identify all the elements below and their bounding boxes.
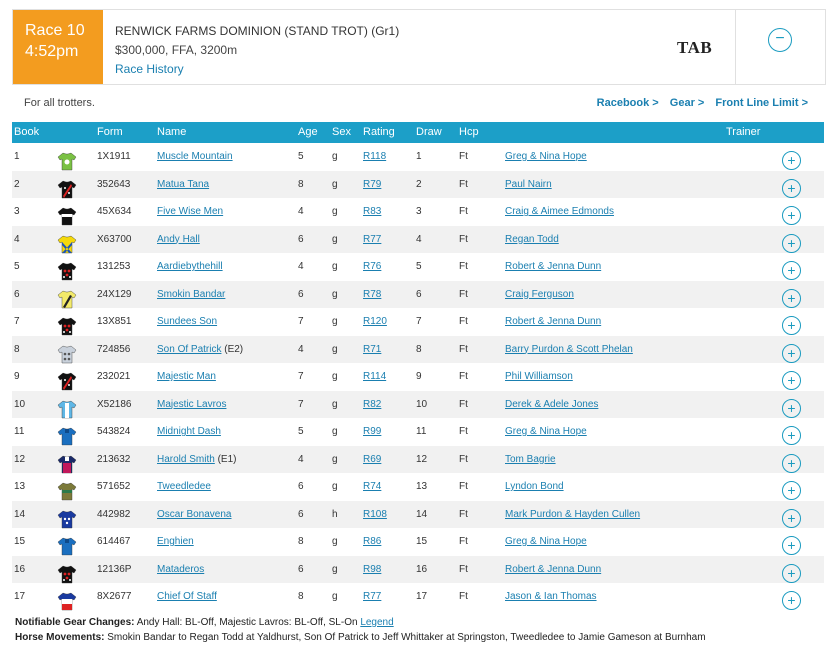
runner-emergency: (E1) [217, 453, 237, 465]
add-runner-button[interactable]: + [782, 371, 801, 390]
add-runner-button[interactable]: + [782, 454, 801, 473]
table-body [12, 143, 824, 611]
runner-name-cell [157, 399, 226, 410]
runner-sex: g [332, 371, 338, 382]
runner-draw: 4 [416, 233, 422, 245]
table-row [12, 363, 824, 391]
jockey-silks-icon [57, 371, 77, 391]
runner-age: 7 [298, 316, 304, 327]
runner-book: 12 [14, 453, 26, 465]
runner-hcp: Ft [459, 481, 468, 492]
runner-form: 571652 [97, 481, 131, 492]
runner-sex: g [332, 398, 338, 410]
runner-age: 4 [298, 261, 304, 272]
table-row [12, 418, 824, 446]
runner-trainer-link[interactable]: Regan Todd [505, 233, 559, 245]
runner-rating-link[interactable]: R114 [363, 371, 387, 382]
runner-age: 6 [298, 481, 304, 492]
runner-rating-link[interactable]: R118 [363, 151, 387, 162]
runner-age: 7 [298, 371, 304, 382]
add-runner-button[interactable]: + [782, 344, 801, 363]
runner-name-cell [157, 536, 194, 547]
race-title: RENWICK FARMS DOMINION (STAND TROT) (Gr1) [115, 24, 400, 38]
runner-name-link[interactable]: Oscar Bonavena [157, 508, 232, 520]
table-row [12, 501, 824, 529]
jockey-silks-icon [57, 261, 77, 281]
runner-rating-link[interactable]: R77 [363, 591, 382, 602]
runner-hcp: Ft [459, 508, 468, 520]
table-row [12, 473, 824, 501]
runner-book: 16 [14, 563, 26, 575]
col-book: Book [14, 126, 40, 138]
runner-name-link[interactable]: Son Of Patrick [157, 343, 222, 355]
runner-draw: 9 [416, 371, 422, 382]
runner-hcp: Ft [459, 261, 468, 272]
col-name: Name [157, 126, 187, 138]
runner-trainer-link[interactable]: Mark Purdon & Hayden Cullen [505, 508, 641, 520]
runner-name-link[interactable]: Chief Of Staff [157, 591, 217, 602]
runner-sex: g [332, 178, 338, 190]
table-row [12, 171, 824, 199]
runner-age: 6 [298, 508, 304, 520]
runner-trainer-link[interactable]: Tom Bagrie [505, 453, 556, 465]
runner-rating-link[interactable]: R77 [363, 233, 382, 245]
runner-hcp: Ft [459, 398, 468, 410]
runner-age: 6 [298, 563, 304, 575]
runner-form: 13X851 [97, 316, 132, 327]
runner-sex: g [332, 481, 338, 492]
runner-sex: g [332, 591, 338, 602]
collapse-button[interactable]: − [768, 28, 792, 52]
add-runner-button[interactable]: + [782, 426, 801, 445]
runner-rating-link[interactable]: R71 [363, 343, 382, 355]
runner-trainer-link[interactable]: Derek & Adele Jones [505, 398, 599, 410]
runner-age: 7 [298, 398, 304, 410]
runner-sex: g [332, 563, 338, 575]
runner-hcp: Ft [459, 426, 468, 437]
runner-book: 10 [14, 398, 26, 410]
runner-name-cell [157, 206, 223, 217]
col-draw: Draw [416, 126, 442, 138]
runner-book: 5 [14, 261, 20, 272]
collapse-area [735, 10, 826, 84]
runner-rating-link[interactable]: R86 [363, 536, 382, 547]
runner-form: 232021 [97, 371, 131, 382]
runner-age: 6 [298, 233, 304, 245]
gear-link[interactable]: Gear > [669, 97, 705, 109]
runner-age: 4 [298, 206, 304, 217]
runner-rating-link[interactable]: R74 [363, 481, 382, 492]
runner-hcp: Ft [459, 233, 468, 245]
runner-rating-link[interactable]: R69 [363, 453, 382, 465]
table-row [12, 446, 824, 474]
runner-trainer-link[interactable]: Robert & Jenna Dunn [505, 563, 602, 575]
col-form: Form [97, 126, 123, 138]
runner-name-cell [157, 234, 200, 245]
runner-draw: 10 [416, 398, 428, 410]
race-footer [15, 615, 706, 645]
table-row [12, 336, 824, 364]
add-runner-button[interactable]: + [782, 289, 801, 308]
runner-hcp: Ft [459, 591, 468, 602]
runner-draw: 17 [416, 591, 428, 602]
race-number: Race 10 [25, 22, 85, 39]
runner-age: 8 [298, 536, 304, 547]
add-runner-button[interactable]: + [782, 179, 801, 198]
runner-hcp: Ft [459, 178, 468, 190]
table-row [12, 281, 824, 309]
runner-name-link[interactable]: Majestic Man [157, 371, 216, 382]
runner-name-cell [157, 591, 217, 602]
runner-draw: 3 [416, 206, 422, 217]
runner-name-cell [157, 316, 217, 327]
runner-trainer-link[interactable]: Craig & Aimee Edmonds [505, 206, 614, 217]
col-hcp: Hcp [459, 126, 479, 138]
table-row [12, 528, 824, 556]
race-note: For all trotters. [24, 97, 95, 109]
add-runner-button[interactable]: + [782, 206, 801, 225]
runner-sex: g [332, 233, 338, 245]
race-subtitle: $300,000, FFA, 3200m [115, 43, 238, 57]
col-rating: Rating [363, 126, 395, 138]
runner-name-cell [157, 179, 209, 190]
gear-changes-label: Notifiable Gear Changes: [15, 617, 135, 628]
add-runner-button[interactable]: + [782, 151, 801, 170]
runner-draw: 1 [416, 151, 422, 162]
jockey-silks-icon [57, 509, 77, 529]
add-runner-button[interactable]: + [782, 591, 801, 610]
runner-hcp: Ft [459, 371, 468, 382]
table-row [12, 253, 824, 281]
runner-form: 12136P [97, 563, 132, 575]
runner-book: 14 [14, 508, 26, 520]
runner-book: 4 [14, 233, 20, 245]
runner-name-cell [157, 261, 223, 272]
col-sex: Sex [332, 126, 351, 138]
runner-name-link[interactable]: Smokin Bandar [157, 288, 226, 300]
runner-form: 1X1911 [97, 151, 131, 162]
runner-form: X63700 [97, 233, 132, 245]
runner-name-link[interactable]: Enghien [157, 536, 194, 547]
col-age: Age [298, 126, 318, 138]
runner-name-link[interactable]: Muscle Mountain [157, 151, 233, 162]
jockey-silks-icon [57, 179, 77, 199]
runner-trainer-link[interactable]: Paul Nairn [505, 178, 552, 190]
runner-rating-link[interactable]: R99 [363, 426, 382, 437]
runner-name-link[interactable]: Tweedledee [157, 481, 211, 492]
add-runner-button[interactable]: + [782, 234, 801, 253]
runner-rating-link[interactable]: R82 [363, 398, 382, 410]
horse-movements-label: Horse Movements: [15, 632, 105, 643]
runner-trainer-link[interactable]: Robert & Jenna Dunn [505, 261, 602, 272]
runner-age: 8 [298, 178, 304, 190]
runner-sex: g [332, 288, 338, 300]
runner-draw: 16 [416, 563, 428, 575]
runner-rating-link[interactable]: R108 [363, 508, 387, 520]
runner-name-cell [157, 151, 233, 162]
runner-hcp: Ft [459, 563, 468, 575]
jockey-silks-icon [57, 289, 77, 309]
runner-book: 9 [14, 371, 20, 382]
runner-hcp: Ft [459, 206, 468, 217]
runner-form: 614467 [97, 536, 131, 547]
runner-rating-link[interactable]: R83 [363, 206, 382, 217]
runner-name-cell [157, 371, 216, 382]
front-line-limit-link[interactable]: Front Line Limit > [715, 97, 808, 109]
runner-draw: 8 [416, 343, 422, 355]
runner-sex: g [332, 316, 338, 327]
jockey-silks-icon [57, 206, 77, 226]
runner-book: 7 [14, 316, 20, 327]
runner-hcp: Ft [459, 288, 468, 300]
gear-changes-text: Andy Hall: BL-Off, Majestic Lavros: BL-Off, SL-On [136, 617, 358, 628]
runner-rating-link[interactable]: R78 [363, 288, 382, 300]
jockey-silks-icon [57, 454, 77, 474]
runner-trainer-link[interactable]: Greg & Nina Hope [505, 426, 587, 437]
race-subbar [12, 89, 824, 117]
runner-trainer-link[interactable]: Greg & Nina Hope [505, 151, 587, 162]
runner-sex: g [332, 343, 338, 355]
runner-sex: g [332, 261, 338, 272]
runner-draw: 5 [416, 261, 422, 272]
add-runner-button[interactable]: + [782, 261, 801, 280]
runner-book: 6 [14, 288, 20, 300]
jockey-silks-icon [57, 591, 77, 611]
runner-name-cell [157, 481, 211, 492]
runner-form: 24X129 [97, 288, 132, 300]
add-runner-button[interactable]: + [782, 399, 801, 418]
runner-form: X52186 [97, 398, 132, 410]
jockey-silks-icon [57, 564, 77, 584]
runner-name-cell [157, 344, 243, 355]
add-runner-button[interactable]: + [782, 509, 801, 528]
runner-trainer-link[interactable]: Jason & Ian Thomas [505, 591, 597, 602]
runner-name-cell [157, 426, 221, 437]
runner-name-cell [157, 454, 237, 465]
jockey-silks-icon [57, 481, 77, 501]
runner-age: 4 [298, 343, 304, 355]
table-row [12, 198, 824, 226]
jockey-silks-icon [57, 426, 77, 446]
runner-age: 8 [298, 591, 304, 602]
runner-name-link[interactable]: Aardiebythehill [157, 261, 223, 272]
runner-sex: g [332, 426, 338, 437]
table-row [12, 556, 824, 584]
runner-book: 1 [14, 151, 20, 162]
runner-trainer-link[interactable]: Lyndon Bond [505, 481, 564, 492]
race-history-link[interactable]: Race History [115, 62, 184, 76]
runner-sex: g [332, 536, 338, 547]
runner-book: 2 [14, 178, 20, 190]
horse-movements-text: Smokin Bandar to Regan Todd at Yaldhurst, Son Of Patrick to Jeff Whittaker at Springston, Tweedledee to Jamie Gameson at Burnham [107, 632, 706, 643]
runner-name-link[interactable]: Harold Smith [157, 453, 215, 465]
runner-book: 13 [14, 481, 26, 492]
table-header [12, 122, 824, 143]
runner-draw: 6 [416, 288, 422, 300]
race-time: 4:52pm [25, 43, 79, 60]
legend-link[interactable]: Legend [360, 617, 394, 628]
runner-sex: g [332, 151, 338, 162]
runner-sex: h [332, 508, 338, 520]
gear-changes [15, 615, 706, 630]
runner-age: 5 [298, 151, 304, 162]
racebook-link[interactable]: Racebook > [596, 97, 659, 109]
race-badge [13, 10, 103, 84]
runner-form: 213632 [97, 453, 131, 465]
runner-age: 4 [298, 453, 304, 465]
runner-rating-link[interactable]: R76 [363, 261, 382, 272]
runner-rating-link[interactable]: R98 [363, 563, 382, 575]
table-row [12, 143, 824, 171]
table-row [12, 226, 824, 254]
runner-trainer-link[interactable]: Robert & Jenna Dunn [505, 316, 602, 327]
runner-hcp: Ft [459, 453, 468, 465]
jockey-silks-icon [57, 344, 77, 364]
runner-form: 8X2677 [97, 591, 132, 602]
runner-name-link[interactable]: Sundees Son [157, 316, 218, 327]
runner-name-link[interactable]: Matua Tana [157, 178, 210, 190]
jockey-silks-icon [57, 151, 77, 171]
runner-form: 442982 [97, 508, 131, 520]
runner-name-link[interactable]: Andy Hall [157, 233, 200, 245]
runner-draw: 15 [416, 536, 428, 547]
add-runner-button[interactable]: + [782, 536, 801, 555]
runner-name-cell [157, 289, 225, 300]
runner-name-link[interactable]: Mataderos [157, 563, 205, 575]
runner-book: 15 [14, 536, 26, 547]
runner-book: 8 [14, 343, 20, 355]
runner-sex: g [332, 453, 338, 465]
runners-table [12, 122, 824, 611]
runner-name-link[interactable]: Five Wise Men [157, 206, 224, 217]
runner-hcp: Ft [459, 316, 468, 327]
runner-form: 352643 [97, 178, 131, 190]
runner-draw: 2 [416, 178, 422, 190]
add-runner-button[interactable]: + [782, 481, 801, 500]
runner-draw: 11 [416, 426, 427, 437]
runner-trainer-link[interactable]: Phil Williamson [505, 371, 573, 382]
add-runner-button[interactable]: + [782, 564, 801, 583]
runner-hcp: Ft [459, 151, 468, 162]
runner-rating-link[interactable]: R120 [363, 316, 387, 327]
runner-name-cell [157, 509, 232, 520]
runner-trainer-link[interactable]: Barry Purdon & Scott Phelan [505, 343, 633, 355]
runner-age: 6 [298, 288, 304, 300]
runner-name-cell [157, 564, 204, 575]
runner-form: 543824 [97, 426, 131, 437]
runner-form: 45X634 [97, 206, 132, 217]
runner-book: 11 [14, 426, 25, 437]
col-trainer: Trainer [726, 126, 761, 138]
race-header [12, 9, 826, 85]
jockey-silks-icon [57, 234, 77, 254]
runner-draw: 14 [416, 508, 428, 520]
runner-trainer-link[interactable]: Craig Ferguson [505, 288, 574, 300]
table-row [12, 308, 824, 336]
horse-movements [15, 630, 706, 645]
jockey-silks-icon [57, 536, 77, 556]
runner-name-link[interactable]: Midnight Dash [157, 426, 221, 437]
runner-book: 17 [14, 591, 26, 602]
jockey-silks-icon [57, 316, 77, 336]
runner-hcp: Ft [459, 343, 468, 355]
runner-draw: 7 [416, 316, 422, 327]
runner-rating-link[interactable]: R79 [363, 178, 382, 190]
table-row [12, 583, 824, 611]
runner-trainer-link[interactable]: Greg & Nina Hope [505, 536, 587, 547]
runner-draw: 12 [416, 453, 428, 465]
runner-age: 5 [298, 426, 304, 437]
race-info [115, 24, 399, 76]
runner-name-link[interactable]: Majestic Lavros [157, 398, 227, 410]
add-runner-button[interactable]: + [782, 316, 801, 335]
race-links [589, 97, 808, 109]
runner-sex: g [332, 206, 338, 217]
runner-form: 724856 [97, 343, 131, 355]
runner-hcp: Ft [459, 536, 468, 547]
jockey-silks-icon [57, 399, 77, 419]
runner-emergency: (E2) [224, 343, 244, 355]
table-row [12, 391, 824, 419]
runner-book: 3 [14, 206, 20, 217]
tab-logo: TAB [677, 38, 713, 57]
runner-draw: 13 [416, 481, 428, 492]
runner-form: 131253 [97, 261, 131, 272]
